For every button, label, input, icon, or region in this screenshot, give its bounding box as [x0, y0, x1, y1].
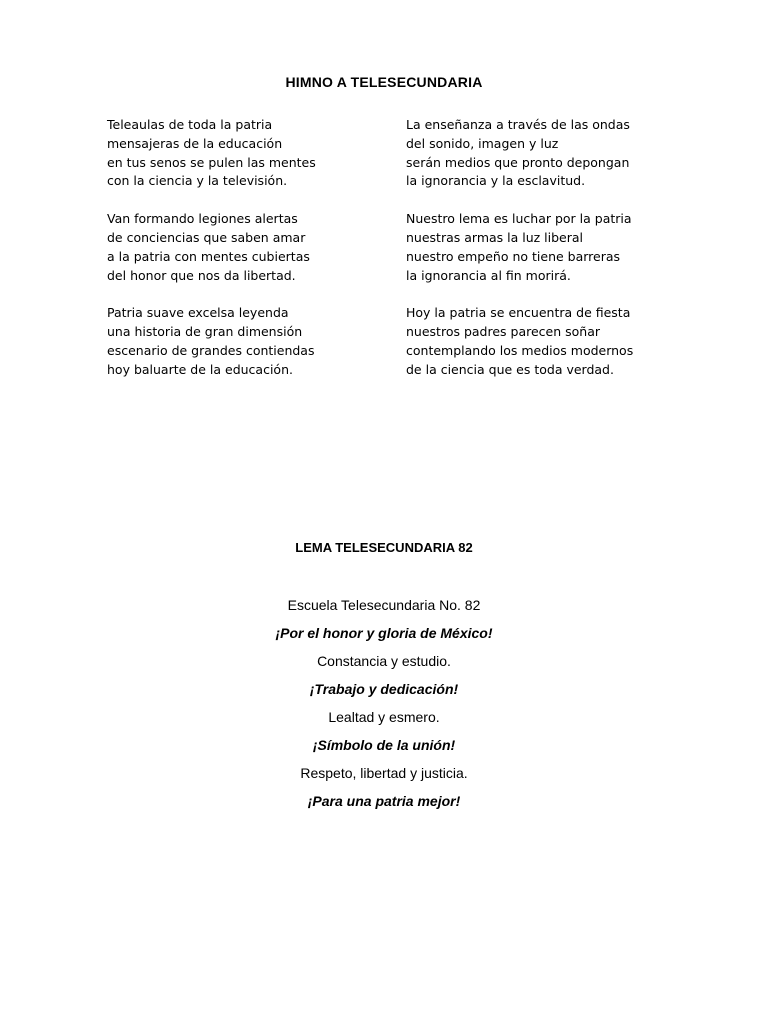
motto-line: Respeto, libertad y justicia.	[300, 765, 468, 781]
stanza	[406, 210, 706, 285]
verse-line: la ignorancia y la esclavitud.	[406, 173, 586, 189]
motto-line: ¡Símbolo de la unión!	[312, 737, 456, 753]
motto-line: ¡Por el honor y gloria de México!	[275, 625, 493, 641]
verse-line: nuestras armas la luz liberal	[406, 229, 584, 245]
anthem-title: HIMNO A TELESECUNDARIA	[285, 74, 483, 90]
stanza	[107, 210, 387, 285]
verse-line: una historia de gran dimensión	[107, 324, 303, 340]
motto-line: Lealtad y esmero.	[328, 709, 440, 725]
verse-line: de conciencias que saben amar	[107, 229, 306, 245]
verse-line: hoy baluarte de la educación.	[107, 361, 293, 377]
verse-line: serán medios que pronto depongan	[406, 154, 630, 170]
verse-line: nuestros padres parecen soñar	[406, 324, 601, 340]
verse-line: con la ciencia y la televisión.	[107, 173, 288, 189]
verse-line: la ignorancia al fin morirá.	[406, 267, 571, 283]
stanza	[406, 304, 706, 379]
motto-title: LEMA TELESECUNDARIA 82	[295, 540, 473, 555]
stanza	[406, 116, 706, 191]
verse-line: La enseñanza a través de las ondas	[406, 117, 630, 132]
motto-line: ¡Trabajo y dedicación!	[309, 681, 459, 697]
verse-line: Patria suave excelsa leyenda	[107, 305, 289, 321]
verse-line: Van formando legiones alertas	[107, 211, 298, 227]
anthem-left-column	[107, 116, 387, 399]
motto-line: Constancia y estudio.	[317, 653, 451, 669]
anthem-right-column	[406, 116, 706, 399]
motto-line: ¡Para una patria mejor!	[307, 793, 461, 809]
verse-line: contemplando los medios modernos	[406, 342, 634, 358]
stanza	[107, 304, 387, 379]
verse-line: del sonido, imagen y luz	[406, 135, 559, 151]
verse-line: del honor que nos da libertad.	[107, 267, 296, 283]
verse-line: en tus senos se pulen las mentes	[107, 154, 316, 170]
verse-line: de la ciencia que es toda verdad.	[406, 361, 614, 377]
verse-line: escenario de grandes contiendas	[107, 342, 315, 358]
verse-line: Teleaulas de toda la patria	[107, 117, 273, 132]
verse-line: nuestro empeño no tiene barreras	[406, 248, 621, 264]
verse-line: Nuestro lema es luchar por la patria	[406, 211, 632, 227]
verse-line: mensajeras de la educación	[107, 135, 283, 151]
verse-line: a la patria con mentes cubiertas	[107, 248, 310, 264]
verse-line: Hoy la patria se encuentra de fiesta	[406, 305, 631, 321]
motto-list	[0, 594, 768, 818]
stanza	[107, 116, 387, 191]
motto-line: Escuela Telesecundaria No. 82	[287, 597, 481, 613]
